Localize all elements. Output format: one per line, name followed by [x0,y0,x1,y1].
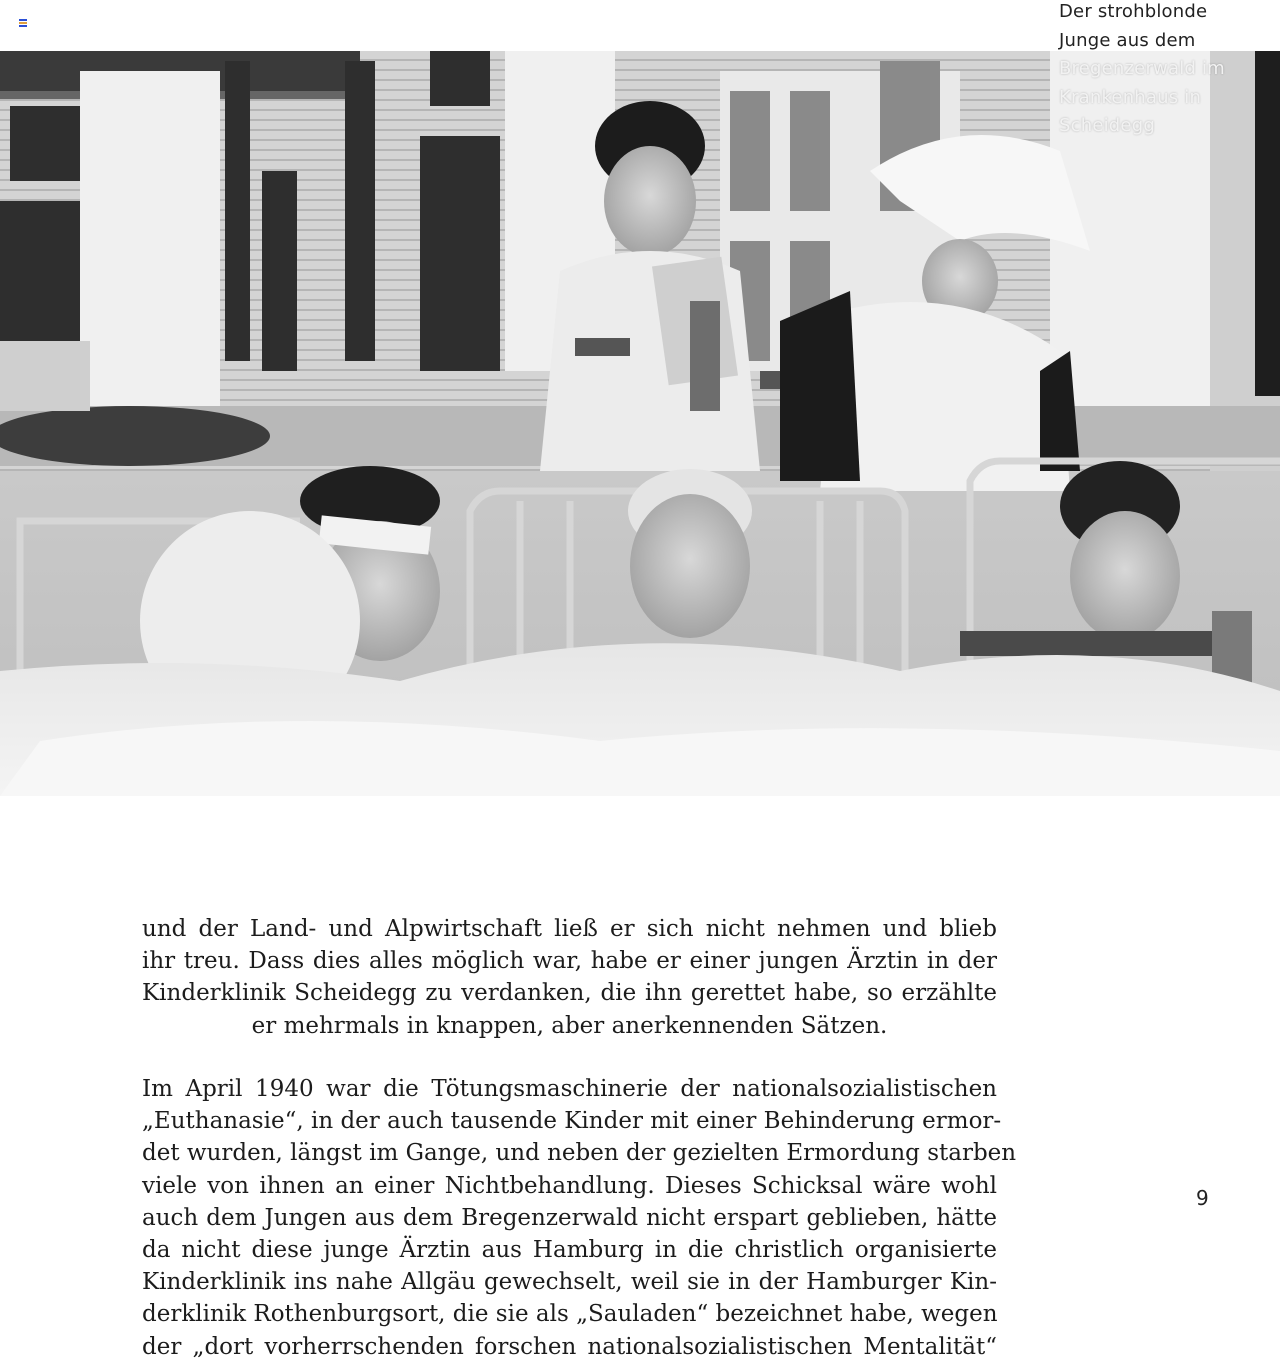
page-number: 9 [1196,1186,1209,1210]
caption-line: Der strohblonde [1059,1,1208,22]
historical-photograph [0,51,1280,796]
caption-line: Scheidegg [1059,115,1155,136]
text-line: „Euthanasie“, in der auch tausende Kinder mit einer Behinderung ermor- [142,1108,1002,1135]
photo-caption [1059,0,1274,141]
text-line: viele von ihnen an einer Nichtbehandlung. Dieses Schicksal wäre wohl [142,1172,997,1199]
text-line: da nicht diese junge Ärztin aus Hamburg in die christlich organisierte [142,1236,997,1263]
text-line: Kinderklinik ins nahe Allgäu gewechselt, weil sie in der Hamburger Kin- [142,1269,997,1296]
text-line: derklinik Rothenburgsort, die sie als „Sauladen“ bezeichnet habe, wegen [142,1301,998,1328]
text-line: auch dem Jungen aus dem Bregenzerwald nicht erspart geblieben, hätte [142,1204,997,1231]
text-line: und der Land- und Alpwirtschaft ließ er sich nicht nehmen und blieb [142,916,997,942]
text-line: der „dort vorherrschenden forschen nationalsozialistischen Mentalität“ [142,1333,997,1360]
text-line: ihr treu. Dass dies alles möglich war, habe er einer jungen Ärztin in der [142,948,997,975]
text-line: Kinderklinik Scheidegg zu verdanken, die ihn gerettet habe, so erzählte [142,980,997,1007]
caption-line: Bregenzerwald im [1059,58,1225,79]
document-mark-icon [19,19,27,27]
caption-line: Junge aus dem [1059,29,1196,51]
body-paragraph-2 [142,1073,1017,1363]
caption-line: Krankenhaus in [1059,86,1202,108]
text-line: er mehrmals in knappen, aber anerkennenden Sätzen. [251,1012,888,1039]
text-line: det wurden, längst im Gange, und neben der gezielten Ermordung starben [142,1140,1017,1167]
body-paragraph-1 [142,913,997,1042]
text-line: Im April 1940 war die Tötungsmaschinerie der nationalsozialistischen [142,1076,997,1102]
